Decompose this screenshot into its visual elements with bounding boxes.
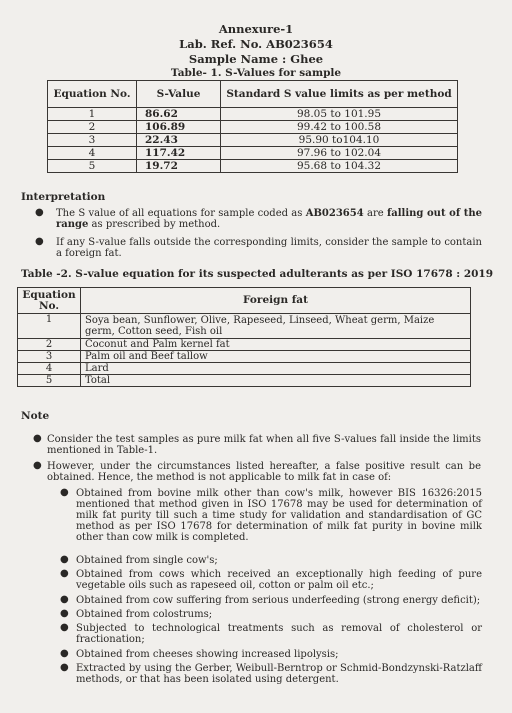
s-value: 86.62 [137, 108, 221, 121]
column-header: Standard S value limits as per method [221, 81, 458, 108]
table-row [18, 351, 471, 363]
equation-number: 3 [18, 351, 81, 363]
bullet-text: are [363, 208, 387, 219]
bullet-icon: ● [60, 622, 69, 633]
note-sub-bullet: Obtained from colostrums; [76, 609, 213, 620]
limit-range: 98.05 to 101.95 [221, 108, 458, 121]
bullet-text: The S value of all equations for sample coded as [56, 208, 306, 219]
note-heading: Note [21, 410, 50, 422]
table2-title: Table -2. S-value equation for its suspected adulterants as per ISO 17678 : 2019 [21, 268, 494, 280]
foreign-fat: Coconut and Palm kernel fat [81, 339, 471, 351]
bullet-icon: ● [60, 648, 69, 659]
table-header-row [18, 288, 471, 314]
s-values-table [47, 80, 458, 173]
bullet-icon: ● [60, 487, 69, 498]
lab-ref-number: Lab. Ref. No. AB023654 [179, 37, 333, 51]
table1-title: Table- 1. S-Values for sample [170, 67, 342, 79]
column-header: Foreign fat [81, 288, 471, 314]
equation-number: 4 [48, 147, 137, 160]
table-row [18, 363, 471, 375]
equation-number: 2 [48, 121, 137, 134]
table-row [48, 121, 458, 134]
s-value: 106.89 [137, 121, 221, 134]
bullet-icon: ● [33, 460, 42, 471]
bullet-icon: ● [60, 554, 69, 565]
note-sub-bullet: Obtained from single cow's; [76, 555, 218, 566]
bullet-icon: ● [35, 236, 44, 247]
sample-name: Sample Name : Ghee [188, 52, 324, 66]
annexure-title: Annexure-1 [218, 22, 294, 36]
column-header: Equation No. [18, 288, 81, 314]
note-sub-bullet: Obtained from cow suffering from serious underfeeding (strong energy deficit); [76, 595, 481, 606]
foreign-fat: Total [81, 375, 471, 387]
interpretation-bullet [56, 208, 482, 230]
table-row [48, 147, 458, 160]
bullet-icon: ● [60, 662, 69, 673]
table-row [18, 375, 471, 387]
limit-range: 95.90 to104.10 [221, 134, 458, 147]
s-value: 117.42 [137, 147, 221, 160]
equation-number: 4 [18, 363, 81, 375]
foreign-fat: Lard [81, 363, 471, 375]
table-row [18, 314, 471, 339]
equation-number: 3 [48, 134, 137, 147]
column-header: Equation No. [48, 81, 137, 108]
note-sub-bullet: Extracted by using the Gerber, Weibull-Berntrop or Schmid-Bondzynski-Ratzlaff methods, or that has been isolated using detergent. [76, 663, 482, 685]
adulterants-table [17, 287, 471, 387]
limit-range: 97.96 to 102.04 [221, 147, 458, 160]
table-header-row [48, 81, 458, 108]
table-row [18, 339, 471, 351]
s-value: 19.72 [137, 160, 221, 173]
s-value: 22.43 [137, 134, 221, 147]
table-row [48, 160, 458, 173]
bullet-icon: ● [35, 207, 44, 218]
bullet-text: as prescribed by method. [88, 219, 221, 230]
note-sub-bullet: Obtained from cows which received an exceptionally high feeding of pure vegetable oils such as rapeseed oil, cotton or palm oil etc.; [76, 569, 482, 591]
bullet-icon: ● [60, 568, 69, 579]
bullet-icon: ● [60, 594, 69, 605]
foreign-fat: Soya bean, Sunflower, Olive, Rapeseed, Linseed, Wheat germ, Maize germ, Cotton seed, Fish oil [81, 314, 471, 339]
bullet-icon: ● [33, 433, 42, 444]
note-sub-bullet: Subjected to technological treatments such as removal of cholesterol or fractionation; [76, 623, 482, 645]
note-sub-bullet: Obtained from bovine milk other than cow's milk, however BIS 16326:2015 mentioned that method given in ISO 17678 may be used for determination of milk fat purity till such a time study for validation and standardisation of GC method as per ISO 17678 for determination of milk fat purity in bovine milk other than cow milk is completed. [76, 488, 482, 543]
limit-range: 99.42 to 100.58 [221, 121, 458, 134]
interpretation-heading: Interpretation [21, 191, 106, 203]
limit-range: 95.68 to 104.32 [221, 160, 458, 173]
range-status: falling out of the range [56, 208, 482, 230]
equation-number: 5 [18, 375, 81, 387]
bullet-icon: ● [60, 608, 69, 619]
foreign-fat: Palm oil and Beef tallow [81, 351, 471, 363]
table-row [48, 134, 458, 147]
equation-number: 1 [48, 108, 137, 121]
note-sub-bullet: Obtained from cheeses showing increased lipolysis; [76, 649, 339, 660]
note-bullet: However, under the circumstances listed hereafter, a false positive result can be obtained. Hence, the method is not applicable to milk fat in case of: [47, 461, 481, 483]
table-row [48, 108, 458, 121]
column-header: S-Value [137, 81, 221, 108]
interpretation-bullet: If any S-value falls outside the corresponding limits, consider the sample to contain a foreign fat. [56, 237, 482, 259]
note-bullet: Consider the test samples as pure milk fat when all five S-values fall inside the limits mentioned in Table-1. [47, 434, 481, 456]
equation-number: 2 [18, 339, 81, 351]
equation-number: 1 [18, 314, 81, 339]
equation-number: 5 [48, 160, 137, 173]
sample-code: AB023654 [305, 208, 364, 219]
